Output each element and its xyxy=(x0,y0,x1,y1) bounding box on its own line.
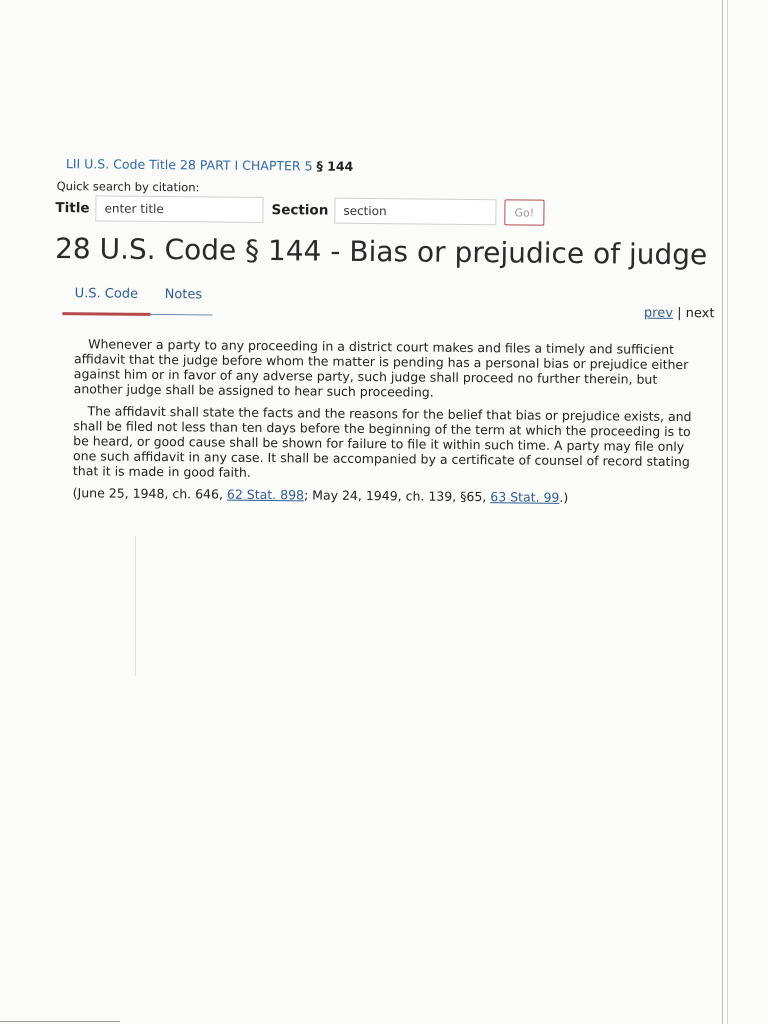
citation-link-63-stat-99[interactable]: 63 Stat. 99 xyxy=(490,489,560,505)
statute-paragraph: Whenever a party to any proceeding in a district court makes and files a timely and sufficient affidavit that the judge before whom the matter is pending has a personal bias or prejudice either against him or in favor of any adverse party, such judge shall proceed no further therein, but another judge shall be assigned to hear such proceeding. xyxy=(73,336,689,400)
tab-divider-line xyxy=(150,314,212,316)
pager-separator: | xyxy=(677,305,682,322)
citation-text: (June 25, 1948, ch. 646, xyxy=(72,485,228,502)
page-edge xyxy=(722,0,728,1024)
quick-search-label: Quick search by citation: xyxy=(56,179,200,195)
statute-text xyxy=(53,336,715,507)
tab-us-code[interactable]: U.S. Code xyxy=(74,286,139,302)
statute-paragraph: The affidavit shall state the facts and the reasons for the belief that bias or prejudice exists, and shall be filed not less than ten days before the beginning of the term at which the proceeding is to be heard, or good cause shall be shown for failure to file it within such time. A party may file only one such affidavit in any case. It shall be accompanied by a certificate of counsel of record stating that it is made in good faith. xyxy=(72,403,692,480)
source-citation xyxy=(53,485,713,507)
breadcrumb-current: § 144 xyxy=(316,158,354,174)
breadcrumb-lii[interactable]: LII xyxy=(65,156,81,172)
citation-text: ; May 24, 1949, ch. 139, §65, xyxy=(303,487,491,505)
breadcrumb-part-i[interactable]: PART I xyxy=(199,157,239,173)
quick-search-form xyxy=(55,195,715,227)
page-title: 28 U.S. Code § 144 - Bias or prejudice of judge xyxy=(54,231,708,272)
breadcrumb-title-28[interactable]: Title 28 xyxy=(149,156,196,173)
page-edge-bottom xyxy=(0,1021,120,1022)
prev-link[interactable]: prev xyxy=(643,305,674,321)
scan-artifact-line xyxy=(135,536,136,676)
title-input[interactable] xyxy=(95,195,263,223)
active-tab-indicator xyxy=(62,312,150,316)
next-link[interactable]: next xyxy=(685,306,715,322)
citation-text: .) xyxy=(559,489,569,505)
citation-link-62-stat-898[interactable]: 62 Stat. 898 xyxy=(226,486,305,503)
breadcrumb-us-code[interactable]: U.S. Code xyxy=(84,156,146,172)
go-button[interactable]: Go! xyxy=(504,199,544,225)
title-label: Title xyxy=(55,199,90,217)
section-input[interactable] xyxy=(334,198,496,226)
tab-bar xyxy=(54,286,714,326)
breadcrumb xyxy=(66,156,716,177)
section-label: Section xyxy=(271,202,329,219)
document-page xyxy=(53,150,716,507)
tab-notes[interactable]: Notes xyxy=(164,287,203,303)
breadcrumb-chapter-5[interactable]: CHAPTER 5 xyxy=(242,157,313,174)
pager xyxy=(644,306,715,322)
